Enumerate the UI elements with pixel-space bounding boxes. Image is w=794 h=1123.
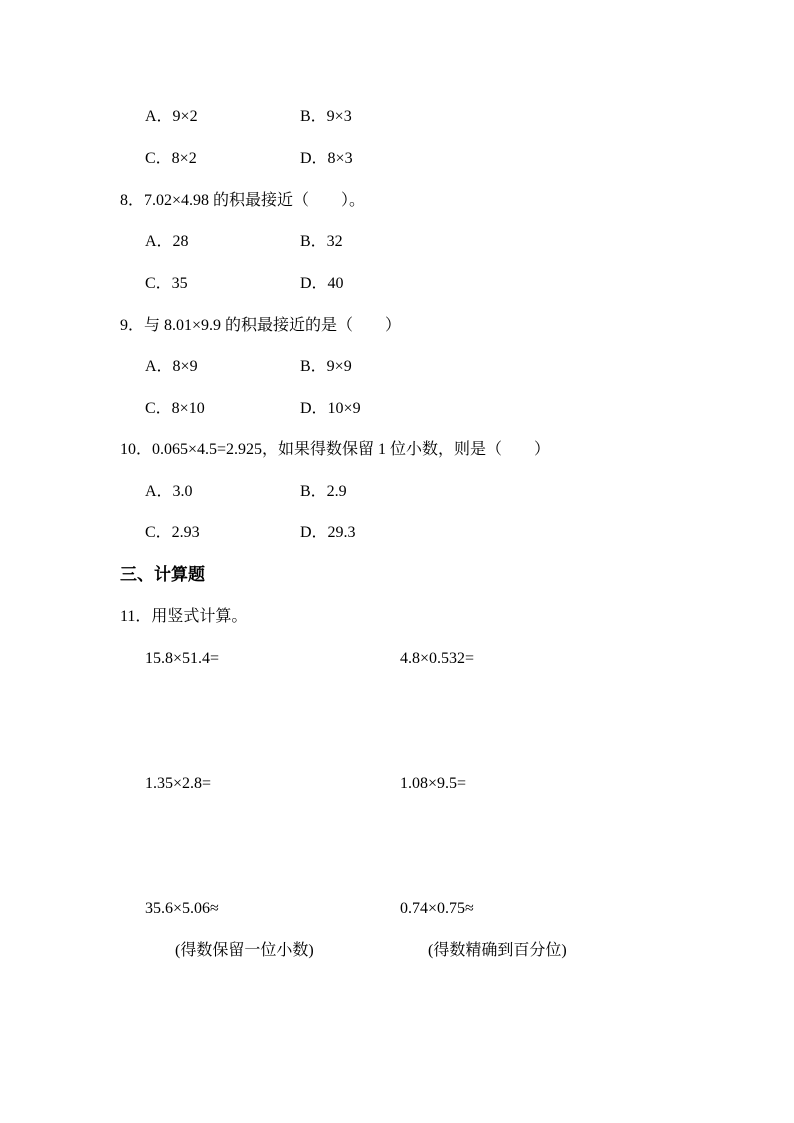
q11-item-4: 1.08×9.5=	[400, 775, 467, 792]
q11-item-1: 15.8×51.4=	[145, 650, 220, 667]
q7-option-a: A．9×2	[145, 108, 198, 125]
q8-option-b: B．32	[300, 233, 343, 250]
q9-stem: 9．与 8.01×9.9 的积最接近的是（ ）	[120, 317, 402, 334]
q11-note-2: (得数精确到百分位)	[428, 942, 567, 959]
q11-item-3: 1.35×2.8=	[145, 775, 212, 792]
q10-option-d: D．29.3	[300, 524, 356, 541]
q8-option-d: D．40	[300, 275, 344, 292]
q11-item-6: 0.74×0.75≈	[400, 900, 474, 917]
q11-item-2: 4.8×0.532=	[400, 650, 475, 667]
q10-option-c: C．2.93	[145, 524, 200, 541]
q11-stem: 11．用竖式计算。	[120, 608, 248, 625]
q9-option-d: D．10×9	[300, 400, 361, 417]
q8-option-c: C．35	[145, 275, 188, 292]
q10-option-a: A．3.0	[145, 483, 193, 500]
q9-option-b: B．9×9	[300, 358, 352, 375]
q10-stem: 10．0.065×4.5=2.925，如果得数保留 1 位小数，则是（ ）	[120, 441, 551, 458]
q9-option-c: C．8×10	[145, 400, 205, 417]
q7-option-c: C．8×2	[145, 150, 197, 167]
q8-option-a: A．28	[145, 233, 189, 250]
q11-note-1: (得数保留一位小数)	[175, 942, 314, 959]
q7-option-b: B．9×3	[300, 108, 352, 125]
q8-stem: 8．7.02×4.98 的积最接近（ ）。	[120, 192, 366, 209]
q7-option-d: D．8×3	[300, 150, 353, 167]
section-heading-calculation: 三、计算题	[120, 565, 205, 584]
q10-option-b: B．2.9	[300, 483, 347, 500]
q9-option-a: A．8×9	[145, 358, 198, 375]
q11-item-5: 35.6×5.06≈	[145, 900, 219, 917]
